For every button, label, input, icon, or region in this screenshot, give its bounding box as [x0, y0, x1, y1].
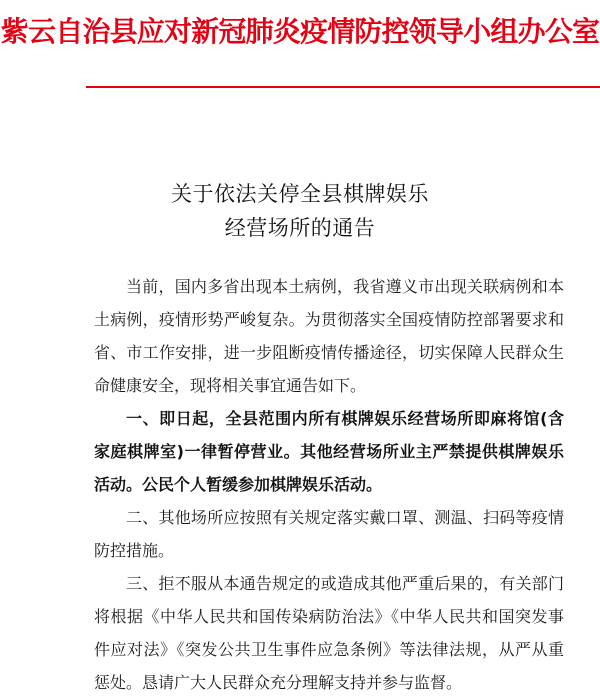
- item-3-paragraph: 三、拒不服从本通告规定的或造成其他严重后果的，有关部门将根据《中华人民共和国传染病防治法》《中华人民共和国突发事件应对法》《突发公共卫生事件应急条例》等法律法规，从严从重惩处。恳请广大人民群众充分理解支持并参与监督。: [94, 574, 564, 692]
- item-1-paragraph: 一、即日起，全县范围内所有棋牌娱乐经营场所即麻将馆(含家庭棋牌室)一律暂停营业。其他经营场所业主严禁提供棋牌娱乐活动。公民个人暂缓参加棋牌娱乐活动。: [94, 409, 564, 494]
- header-red-rule: [86, 86, 600, 88]
- notice-body: [94, 270, 564, 699]
- notice-title-line-2: 经营场所的通告: [224, 216, 376, 240]
- item-2-paragraph: 二、其他场所应按照有关规定落实戴口罩、测温、扫码等疫情防控措施。: [94, 508, 564, 560]
- issuing-office-header: 紫云自治县应对新冠肺炎疫情防控领导小组办公室: [0, 15, 600, 48]
- intro-paragraph: 当前，国内多省出现本土病例，我省遵义市出现关联病例和本土病例，疫情形势严峻复杂。为贯彻落实全国疫情防控部署要求和省、市工作安排，进一步阻断疫情传播途径，切实保障人民群众生命健康安全，现将相关事宜通告如下。: [94, 277, 564, 395]
- notice-title-line-1: 关于依法关停全县棋牌娱乐: [171, 182, 429, 206]
